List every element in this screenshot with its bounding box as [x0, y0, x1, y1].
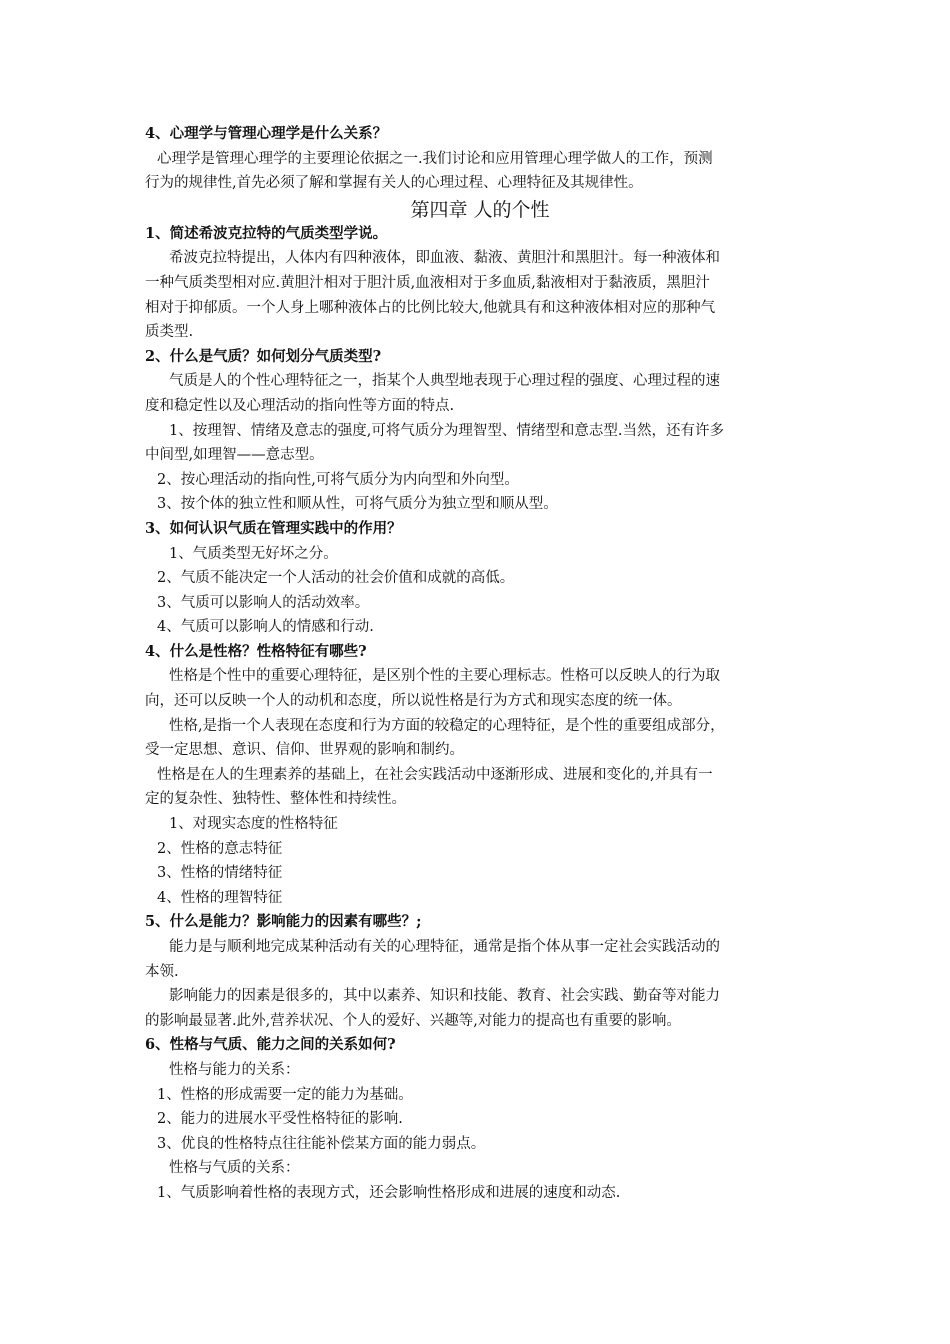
paragraph-line: 受一定思想、意识、信仰、世界观的影响和制约。	[145, 742, 464, 759]
document-page	[145, 122, 815, 1206]
paragraph-line: 1、按理智、情绪及意志的强度,可将气质分为理智型、情绪型和意志型.当然，还有许多	[169, 422, 724, 439]
paragraph-line: 气质是人的个性心理特征之一，指某个人典型地表现于心理过程的强度、心理过程的速	[169, 373, 720, 390]
paragraph-line: 心理学是管理心理学的主要理论依据之一.我们讨论和应用管理心理学做人的工作，预测	[157, 150, 713, 167]
paragraph-line: 本领.	[145, 963, 179, 980]
paragraph-line: 1、气质类型无好坏之分。	[169, 545, 338, 562]
paragraph-line: 3、按个体的独立性和顺从性，可将气质分为独立型和顺从型。	[157, 496, 558, 513]
paragraph-line: 2、按心理活动的指向性,可将气质分为内向型和外向型。	[157, 471, 519, 488]
paragraph-line: 3、气质可以影响人的活动效率。	[157, 594, 370, 611]
paragraph-line: 4、气质可以影响人的情感和行动.	[157, 619, 374, 636]
paragraph-line: 定的复杂性、独特性、整体性和持续性。	[145, 791, 406, 808]
paragraph-line: 性格与能力的关系：	[169, 1061, 300, 1078]
paragraph-line: 向，还可以反映一个人的动机和态度，所以说性格是行为方式和现实态度的统一体。	[145, 693, 682, 710]
paragraph-line: 2、性格的意志特征	[157, 840, 283, 857]
paragraph-line: 性格是个性中的重要心理特征，是区别个性的主要心理标志。性格可以反映人的行为取	[169, 668, 720, 685]
paragraph-line: 2、能力的进展水平受性格特征的影响.	[157, 1111, 403, 1128]
paragraph-line: 1、对现实态度的性格特征	[169, 816, 338, 833]
paragraph-line: 3、性格的情绪特征	[157, 865, 283, 882]
question-heading: 1、简述希波克拉特的气质类型学说。	[145, 224, 388, 242]
paragraph-line: 4、性格的理智特征	[157, 889, 283, 906]
paragraph-line: 性格是在人的生理素养的基础上，在社会实践活动中逐渐形成、进展和变化的,并具有一	[157, 766, 713, 783]
paragraph-line: 希波克拉特提出，人体内有四种液体，即血液、黏液、黄胆汁和黑胆汁。每一种液体和	[169, 250, 720, 267]
paragraph-line: 影响能力的因素是很多的，其中以素养、知识和技能、教育、社会实践、勤奋等对能力	[169, 988, 720, 1005]
paragraph-line: 一种气质类型相对应.黄胆汁相对于胆汁质,血液相对于多血质,黏液相对于黏液质，黑胆汁	[145, 274, 710, 291]
paragraph-line: 1、气质影响着性格的表现方式，还会影响性格形成和进展的速度和动态.	[157, 1184, 621, 1201]
chapter-title: 第四章 人的个性	[410, 198, 550, 221]
paragraph-line: 相对于抑郁质。一个人身上哪种液体占的比例比较大,他就具有和这种液体相对应的那种气	[145, 299, 716, 316]
paragraph-line: 3、优良的性格特点往往能补偿某方面的能力弱点。	[157, 1135, 486, 1152]
question-heading: 3、如何认识气质在管理实践中的作用？	[145, 519, 402, 537]
paragraph-line: 能力是与顺利地完成某种活动有关的心理特征，通常是指个体从事一定社会实践活动的	[169, 939, 720, 955]
paragraph-line: 行为的规律性,首先必须了解和掌握有关人的心理过程、心理特征及其规律性。	[145, 175, 643, 192]
paragraph-line: 1、性格的形成需要一定的能力为基础。	[157, 1086, 413, 1103]
paragraph-line: 性格,是指一个人表现在态度和行为方面的较稳定的心理特征，是个性的重要组成部分，	[169, 717, 725, 734]
question-heading: 6、性格与气质、能力之间的关系如何?	[145, 1036, 396, 1054]
paragraph-line: 性格与气质的关系：	[169, 1160, 300, 1177]
paragraph-line: 2、气质不能决定一个人活动的社会价值和成就的高低。	[157, 570, 515, 587]
paragraph-line: 质类型.	[145, 324, 194, 341]
question-heading: 4、心理学与管理心理学是什么关系？	[145, 125, 388, 142]
question-heading: 2、什么是气质？如何划分气质类型?	[145, 347, 382, 365]
paragraph-line: 中间型,如理智——意志型。	[145, 447, 324, 464]
paragraph-line: 度和稳定性以及心理活动的指向性等方面的特点.	[145, 397, 455, 414]
question-heading: 4、什么是性格？性格特征有哪些?	[145, 642, 367, 660]
question-heading: 5、什么是能力？影响能力的因素有哪些？;	[145, 913, 422, 931]
paragraph-line: 的影响最显著.此外,营养状况、个人的爱好、兴趣等,对能力的提高也有重要的影响。	[145, 1012, 681, 1029]
